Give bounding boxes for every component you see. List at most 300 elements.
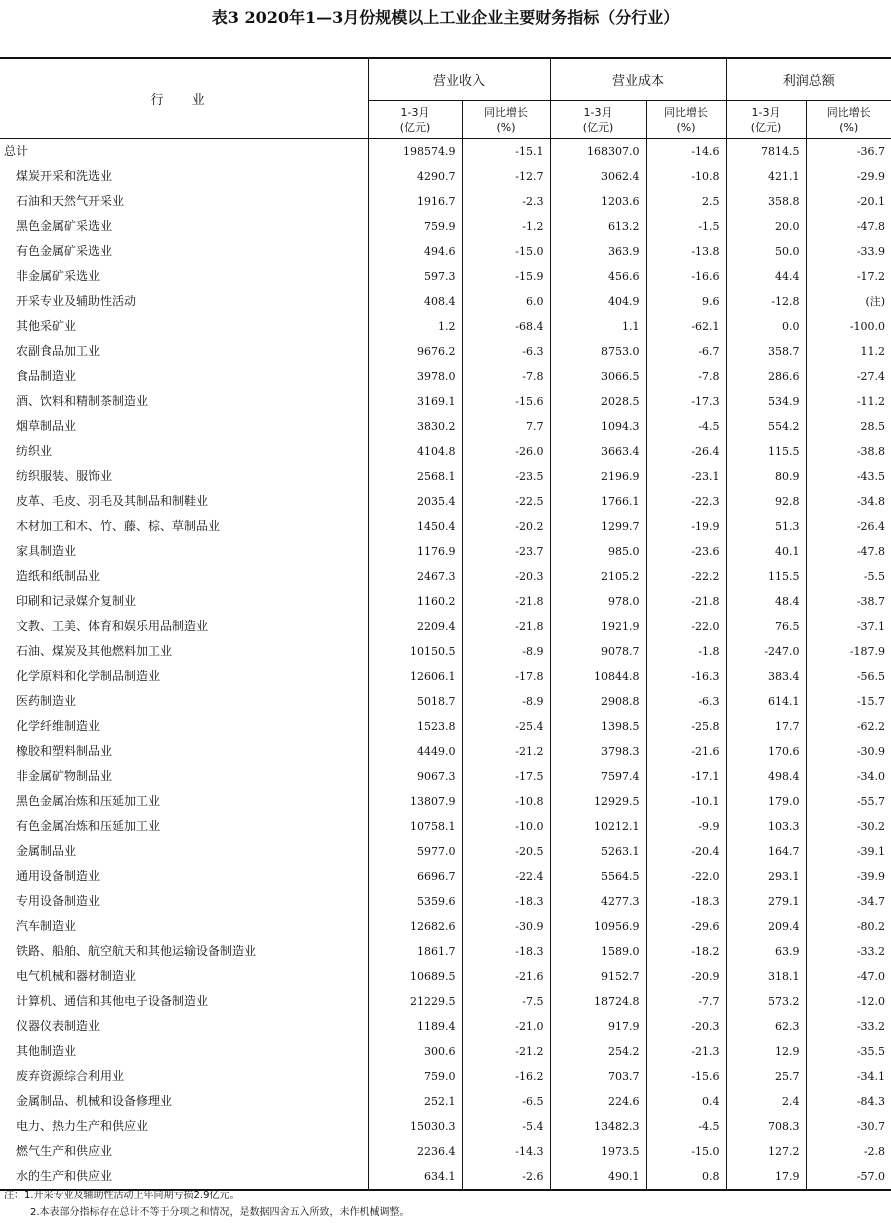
revenue-growth-cell: -15.0: [462, 239, 550, 264]
revenue-value-cell: 5977.0: [368, 839, 462, 864]
profit-value-cell: 51.3: [726, 514, 806, 539]
cost-growth-cell: -22.0: [646, 614, 726, 639]
revenue-value-cell: 759.9: [368, 214, 462, 239]
cost-growth-cell: -20.9: [646, 964, 726, 989]
revenue-value-header: [368, 101, 462, 139]
revenue-growth-cell: -17.8: [462, 664, 550, 689]
revenue-growth-header: [462, 101, 550, 139]
cost-value-cell: 1.1: [550, 314, 646, 339]
table-row: [0, 514, 891, 539]
industry-name: 专用设备制造业: [16, 894, 101, 908]
industry-name: 铁路、船舶、航空航天和其他运输设备制造业: [16, 944, 257, 958]
unit-label: (亿元): [582, 120, 614, 134]
cost-growth-cell: 0.8: [646, 1164, 726, 1190]
cost-growth-header: [646, 101, 726, 139]
cost-growth-cell: -21.3: [646, 1039, 726, 1064]
profit-value-cell: 12.9: [726, 1039, 806, 1064]
profit-growth-cell: -38.8: [806, 439, 891, 464]
cost-growth-cell: -21.8: [646, 589, 726, 614]
profit-growth-cell: (注): [806, 289, 891, 314]
profit-growth-cell: -47.8: [806, 214, 891, 239]
industry-name: 有色金属矿采选业: [16, 244, 113, 258]
industry-name: 纺织业: [16, 444, 53, 458]
industry-name: 文教、工美、体育和娱乐用品制造业: [16, 619, 209, 633]
cost-value-cell: 224.6: [550, 1089, 646, 1114]
profit-value-cell: 17.7: [726, 714, 806, 739]
profit-growth-cell: -17.2: [806, 264, 891, 289]
profit-value-cell: 48.4: [726, 589, 806, 614]
industry-name: 医药制造业: [16, 694, 77, 708]
cost-value-cell: 1094.3: [550, 414, 646, 439]
profit-growth-cell: 11.2: [806, 339, 891, 364]
revenue-growth-cell: -8.9: [462, 639, 550, 664]
industry-name: 皮革、毛皮、羽毛及其制品和制鞋业: [16, 494, 209, 508]
cost-value-cell: 3062.4: [550, 164, 646, 189]
profit-value-cell: 358.8: [726, 189, 806, 214]
cost-group-header: 营业成本: [550, 58, 726, 101]
cost-growth-cell: -13.8: [646, 239, 726, 264]
revenue-growth-cell: -21.6: [462, 964, 550, 989]
revenue-growth-cell: -15.6: [462, 389, 550, 414]
profit-value-cell: 286.6: [726, 364, 806, 389]
growth-label: 同比增长: [826, 105, 871, 119]
cost-value-cell: 404.9: [550, 289, 646, 314]
revenue-growth-cell: -7.5: [462, 989, 550, 1014]
cost-value-cell: 2105.2: [550, 564, 646, 589]
revenue-value-cell: 1523.8: [368, 714, 462, 739]
industry-name: 非金属矿物制品业: [16, 769, 113, 783]
revenue-group-header: 营业收入: [368, 58, 550, 101]
cost-growth-cell: -29.6: [646, 914, 726, 939]
unit-label: (亿元): [399, 120, 431, 134]
cost-growth-cell: -17.3: [646, 389, 726, 414]
growth-label: 同比增长: [664, 105, 709, 119]
table-row: [0, 214, 891, 239]
profit-value-cell: 0.0: [726, 314, 806, 339]
cost-growth-cell: -20.4: [646, 839, 726, 864]
cost-value-cell: 18724.8: [550, 989, 646, 1014]
table-row: [0, 364, 891, 389]
revenue-value-cell: 300.6: [368, 1039, 462, 1064]
percent-label: (%): [839, 120, 859, 134]
table-row: [0, 1014, 891, 1039]
revenue-growth-cell: 6.0: [462, 289, 550, 314]
profit-growth-cell: -11.2: [806, 389, 891, 414]
cost-growth-cell: -14.6: [646, 139, 726, 165]
unit-label: (亿元): [750, 120, 782, 134]
revenue-value-cell: 10150.5: [368, 639, 462, 664]
revenue-value-cell: 10689.5: [368, 964, 462, 989]
profit-growth-cell: -33.9: [806, 239, 891, 264]
table-row: [0, 1039, 891, 1064]
cost-value-cell: 1921.9: [550, 614, 646, 639]
revenue-growth-cell: -1.2: [462, 214, 550, 239]
table-row: [0, 589, 891, 614]
revenue-growth-cell: -18.3: [462, 889, 550, 914]
profit-value-cell: 179.0: [726, 789, 806, 814]
revenue-growth-cell: -17.5: [462, 764, 550, 789]
revenue-value-cell: 9676.2: [368, 339, 462, 364]
profit-value-cell: 383.4: [726, 664, 806, 689]
profit-value-cell: 20.0: [726, 214, 806, 239]
revenue-value-cell: 2236.4: [368, 1139, 462, 1164]
revenue-growth-cell: -15.1: [462, 139, 550, 165]
profit-growth-cell: -33.2: [806, 939, 891, 964]
profit-growth-cell: -39.1: [806, 839, 891, 864]
table-row: [0, 939, 891, 964]
revenue-value-cell: 1.2: [368, 314, 462, 339]
revenue-growth-cell: -12.7: [462, 164, 550, 189]
profit-growth-cell: -29.9: [806, 164, 891, 189]
profit-value-cell: 17.9: [726, 1164, 806, 1190]
revenue-value-cell: 12682.6: [368, 914, 462, 939]
industry-name: 纺织服装、服饰业: [16, 469, 113, 483]
profit-value-cell: 293.1: [726, 864, 806, 889]
cost-value-cell: 1589.0: [550, 939, 646, 964]
revenue-value-cell: 1861.7: [368, 939, 462, 964]
profit-value-cell: -12.8: [726, 289, 806, 314]
revenue-value-cell: 15030.3: [368, 1114, 462, 1139]
revenue-value-cell: 4449.0: [368, 739, 462, 764]
profit-value-cell: 573.2: [726, 989, 806, 1014]
revenue-value-cell: 12606.1: [368, 664, 462, 689]
revenue-value-cell: 1160.2: [368, 589, 462, 614]
cost-growth-cell: -15.0: [646, 1139, 726, 1164]
table-row: [0, 789, 891, 814]
profit-growth-cell: -35.5: [806, 1039, 891, 1064]
profit-growth-cell: -47.0: [806, 964, 891, 989]
cost-value-cell: 10844.8: [550, 664, 646, 689]
cost-growth-cell: -1.5: [646, 214, 726, 239]
total-row: [0, 139, 891, 165]
table-row: [0, 664, 891, 689]
revenue-growth-cell: -22.4: [462, 864, 550, 889]
cost-value-cell: 12929.5: [550, 789, 646, 814]
revenue-growth-cell: -5.4: [462, 1114, 550, 1139]
cost-growth-cell: -6.3: [646, 689, 726, 714]
profit-growth-cell: -37.1: [806, 614, 891, 639]
revenue-growth-cell: -21.2: [462, 739, 550, 764]
cost-value-cell: 703.7: [550, 1064, 646, 1089]
cost-value-cell: 168307.0: [550, 139, 646, 165]
cost-value-cell: 8753.0: [550, 339, 646, 364]
industry-name: 农副食品加工业: [16, 344, 101, 358]
table-row: [0, 864, 891, 889]
industry-name: 食品制造业: [16, 369, 77, 383]
cost-value-cell: 5564.5: [550, 864, 646, 889]
profit-growth-cell: -55.7: [806, 789, 891, 814]
revenue-value-cell: 13807.9: [368, 789, 462, 814]
profit-value-cell: 534.9: [726, 389, 806, 414]
cost-value-cell: 10212.1: [550, 814, 646, 839]
table-row: [0, 1064, 891, 1089]
cost-growth-cell: -15.6: [646, 1064, 726, 1089]
industry-name: 汽车制造业: [16, 919, 77, 933]
revenue-growth-cell: -10.8: [462, 789, 550, 814]
revenue-growth-cell: -7.8: [462, 364, 550, 389]
cost-value-cell: 3066.5: [550, 364, 646, 389]
table-row: [0, 739, 891, 764]
cost-value-header: [550, 101, 646, 139]
industry-name: 化学原料和化学制品制造业: [16, 669, 161, 683]
cost-value-cell: 978.0: [550, 589, 646, 614]
industry-name: 木材加工和木、竹、藤、棕、草制品业: [16, 519, 221, 533]
revenue-growth-cell: -21.2: [462, 1039, 550, 1064]
profit-growth-cell: -62.2: [806, 714, 891, 739]
revenue-value-cell: 252.1: [368, 1089, 462, 1114]
revenue-value-cell: 4290.7: [368, 164, 462, 189]
profit-growth-cell: -39.9: [806, 864, 891, 889]
cost-growth-cell: -19.9: [646, 514, 726, 539]
revenue-value-cell: 6696.7: [368, 864, 462, 889]
industry-name: 开采专业及辅助性活动: [16, 294, 137, 308]
profit-value-cell: 708.3: [726, 1114, 806, 1139]
cost-growth-cell: -22.0: [646, 864, 726, 889]
profit-value-cell: 7814.5: [726, 139, 806, 165]
revenue-value-cell: 1176.9: [368, 539, 462, 564]
cost-growth-cell: -62.1: [646, 314, 726, 339]
industry-name: 酒、饮料和精制茶制造业: [16, 394, 149, 408]
cost-growth-cell: -10.1: [646, 789, 726, 814]
revenue-value-cell: 9067.3: [368, 764, 462, 789]
profit-growth-cell: -30.7: [806, 1114, 891, 1139]
profit-value-cell: 127.2: [726, 1139, 806, 1164]
revenue-growth-cell: -2.6: [462, 1164, 550, 1190]
profit-growth-cell: -34.1: [806, 1064, 891, 1089]
table-row: [0, 614, 891, 639]
profit-growth-cell: -34.0: [806, 764, 891, 789]
cost-growth-cell: -23.6: [646, 539, 726, 564]
industry-name: 废弃资源综合利用业: [16, 1069, 125, 1083]
revenue-growth-cell: -14.3: [462, 1139, 550, 1164]
profit-value-cell: 80.9: [726, 464, 806, 489]
cost-growth-cell: -1.8: [646, 639, 726, 664]
profit-growth-cell: -34.8: [806, 489, 891, 514]
profit-value-cell: 25.7: [726, 1064, 806, 1089]
cost-growth-cell: -16.6: [646, 264, 726, 289]
profit-value-cell: 554.2: [726, 414, 806, 439]
industry-name: 电力、热力生产和供应业: [16, 1119, 149, 1133]
profit-value-cell: 170.6: [726, 739, 806, 764]
percent-label: (%): [496, 120, 516, 134]
profit-value-cell: 50.0: [726, 239, 806, 264]
cost-value-cell: 363.9: [550, 239, 646, 264]
table-row: [0, 164, 891, 189]
cost-value-cell: 456.6: [550, 264, 646, 289]
table-row: [0, 289, 891, 314]
industry-name: 总计: [4, 144, 29, 158]
revenue-value-cell: 5359.6: [368, 889, 462, 914]
table-row: [0, 189, 891, 214]
period-label: 1-3月: [751, 105, 781, 119]
revenue-growth-cell: -6.3: [462, 339, 550, 364]
revenue-value-cell: 4104.8: [368, 439, 462, 464]
revenue-value-cell: 10758.1: [368, 814, 462, 839]
profit-growth-header: [806, 101, 891, 139]
profit-growth-cell: -30.2: [806, 814, 891, 839]
profit-value-cell: 63.9: [726, 939, 806, 964]
industry-name: 黑色金属矿采选业: [16, 219, 113, 233]
profit-growth-cell: -26.4: [806, 514, 891, 539]
profit-growth-cell: -38.7: [806, 589, 891, 614]
industry-name: 非金属矿采选业: [16, 269, 101, 283]
profit-value-cell: 318.1: [726, 964, 806, 989]
revenue-value-cell: 2568.1: [368, 464, 462, 489]
profit-value-cell: 40.1: [726, 539, 806, 564]
cost-growth-cell: -18.2: [646, 939, 726, 964]
profit-value-cell: 44.4: [726, 264, 806, 289]
cost-value-cell: 10956.9: [550, 914, 646, 939]
table-row: [0, 414, 891, 439]
cost-value-cell: 985.0: [550, 539, 646, 564]
profit-value-cell: 103.3: [726, 814, 806, 839]
profit-growth-cell: -20.1: [806, 189, 891, 214]
cost-growth-cell: -22.3: [646, 489, 726, 514]
revenue-value-cell: 759.0: [368, 1064, 462, 1089]
cost-growth-cell: 9.6: [646, 289, 726, 314]
revenue-growth-cell: -8.9: [462, 689, 550, 714]
table-row: [0, 1089, 891, 1114]
profit-growth-cell: -80.2: [806, 914, 891, 939]
cost-value-cell: 1766.1: [550, 489, 646, 514]
table-row: [0, 764, 891, 789]
profit-growth-cell: -43.5: [806, 464, 891, 489]
profit-value-cell: 209.4: [726, 914, 806, 939]
revenue-growth-cell: -16.2: [462, 1064, 550, 1089]
profit-growth-cell: -100.0: [806, 314, 891, 339]
table-row: [0, 264, 891, 289]
cost-value-cell: 1203.6: [550, 189, 646, 214]
profit-growth-cell: -84.3: [806, 1089, 891, 1114]
table-row: [0, 889, 891, 914]
revenue-value-cell: 1916.7: [368, 189, 462, 214]
cost-growth-cell: -9.9: [646, 814, 726, 839]
cost-value-cell: 1398.5: [550, 714, 646, 739]
revenue-growth-cell: -68.4: [462, 314, 550, 339]
profit-value-cell: 358.7: [726, 339, 806, 364]
revenue-growth-cell: -21.8: [462, 589, 550, 614]
industry-name: 印刷和记录媒介复制业: [16, 594, 137, 608]
industry-name: 金属制品、机械和设备修理业: [16, 1094, 173, 1108]
revenue-growth-cell: -2.3: [462, 189, 550, 214]
cost-value-cell: 490.1: [550, 1164, 646, 1190]
cost-growth-cell: -20.3: [646, 1014, 726, 1039]
revenue-growth-cell: -20.5: [462, 839, 550, 864]
cost-value-cell: 7597.4: [550, 764, 646, 789]
revenue-growth-cell: -20.3: [462, 564, 550, 589]
cost-value-cell: 9152.7: [550, 964, 646, 989]
note-2: 2.本表部分指标存在总计不等于分项之和情况，是数据四舍五入所致，未作机械调整。: [30, 1207, 410, 1218]
industry-name: 燃气生产和供应业: [16, 1144, 113, 1158]
profit-value-cell: 115.5: [726, 439, 806, 464]
cost-value-cell: 3798.3: [550, 739, 646, 764]
table-row: [0, 464, 891, 489]
profit-value-cell: 62.3: [726, 1014, 806, 1039]
industry-name: 其他采矿业: [16, 319, 77, 333]
industry-name: 煤炭开采和洗选业: [16, 169, 113, 183]
industry-name: 其他制造业: [16, 1044, 77, 1058]
revenue-value-cell: 3169.1: [368, 389, 462, 414]
revenue-value-cell: 494.6: [368, 239, 462, 264]
table-row: [0, 964, 891, 989]
profit-growth-cell: -34.7: [806, 889, 891, 914]
industry-name: 电气机械和器材制造业: [16, 969, 137, 983]
cost-value-cell: 1299.7: [550, 514, 646, 539]
cost-value-cell: 2028.5: [550, 389, 646, 414]
profit-value-cell: 614.1: [726, 689, 806, 714]
table-notes: [4, 1187, 884, 1221]
revenue-growth-cell: -21.8: [462, 614, 550, 639]
profit-growth-cell: 28.5: [806, 414, 891, 439]
profit-growth-cell: -47.8: [806, 539, 891, 564]
industry-name: 石油和天然气开采业: [16, 194, 125, 208]
financial-indicators-table: [0, 57, 891, 1191]
revenue-growth-cell: -23.5: [462, 464, 550, 489]
table-row: [0, 714, 891, 739]
revenue-growth-cell: -6.5: [462, 1089, 550, 1114]
profit-growth-cell: -56.5: [806, 664, 891, 689]
industry-name: 化学纤维制造业: [16, 719, 101, 733]
profit-group-header: 利润总额: [726, 58, 891, 101]
table-title: 表3 2020年1—3月份规模以上工业企业主要财务指标（分行业）: [211, 8, 680, 27]
cost-growth-cell: -4.5: [646, 414, 726, 439]
industry-name: 造纸和纸制品业: [16, 569, 101, 583]
cost-growth-cell: -23.1: [646, 464, 726, 489]
profit-value-cell: 76.5: [726, 614, 806, 639]
profit-value-cell: 279.1: [726, 889, 806, 914]
table-row: [0, 839, 891, 864]
cost-value-cell: 2908.8: [550, 689, 646, 714]
profit-value-cell: -247.0: [726, 639, 806, 664]
table-row: [0, 989, 891, 1014]
table-row: [0, 314, 891, 339]
profit-value-cell: 498.4: [726, 764, 806, 789]
cost-value-cell: 254.2: [550, 1039, 646, 1064]
industry-name: 石油、煤炭及其他燃料加工业: [16, 644, 173, 658]
revenue-value-cell: 2467.3: [368, 564, 462, 589]
revenue-value-cell: 3978.0: [368, 364, 462, 389]
industry-name: 金属制品业: [16, 844, 77, 858]
industry-name: 家具制造业: [16, 544, 77, 558]
cost-value-cell: 13482.3: [550, 1114, 646, 1139]
cost-value-cell: 4277.3: [550, 889, 646, 914]
revenue-value-cell: 597.3: [368, 264, 462, 289]
revenue-growth-cell: -22.5: [462, 489, 550, 514]
cost-growth-cell: -16.3: [646, 664, 726, 689]
revenue-growth-cell: -21.0: [462, 1014, 550, 1039]
cost-value-cell: 5263.1: [550, 839, 646, 864]
industry-name: 黑色金属冶炼和压延加工业: [16, 794, 161, 808]
table-row: [0, 914, 891, 939]
profit-growth-cell: -27.4: [806, 364, 891, 389]
revenue-value-cell: 2209.4: [368, 614, 462, 639]
revenue-value-cell: 21229.5: [368, 989, 462, 1014]
cost-growth-cell: -26.4: [646, 439, 726, 464]
cost-growth-cell: -22.2: [646, 564, 726, 589]
table-row: [0, 1139, 891, 1164]
profit-value-cell: 164.7: [726, 839, 806, 864]
table-row: [0, 439, 891, 464]
revenue-value-cell: 634.1: [368, 1164, 462, 1190]
industry-name: 通用设备制造业: [16, 869, 101, 883]
profit-growth-cell: -12.0: [806, 989, 891, 1014]
revenue-growth-cell: -10.0: [462, 814, 550, 839]
profit-growth-cell: -5.5: [806, 564, 891, 589]
cost-growth-cell: -4.5: [646, 1114, 726, 1139]
revenue-growth-cell: -23.7: [462, 539, 550, 564]
table-row: [0, 339, 891, 364]
cost-growth-cell: 2.5: [646, 189, 726, 214]
